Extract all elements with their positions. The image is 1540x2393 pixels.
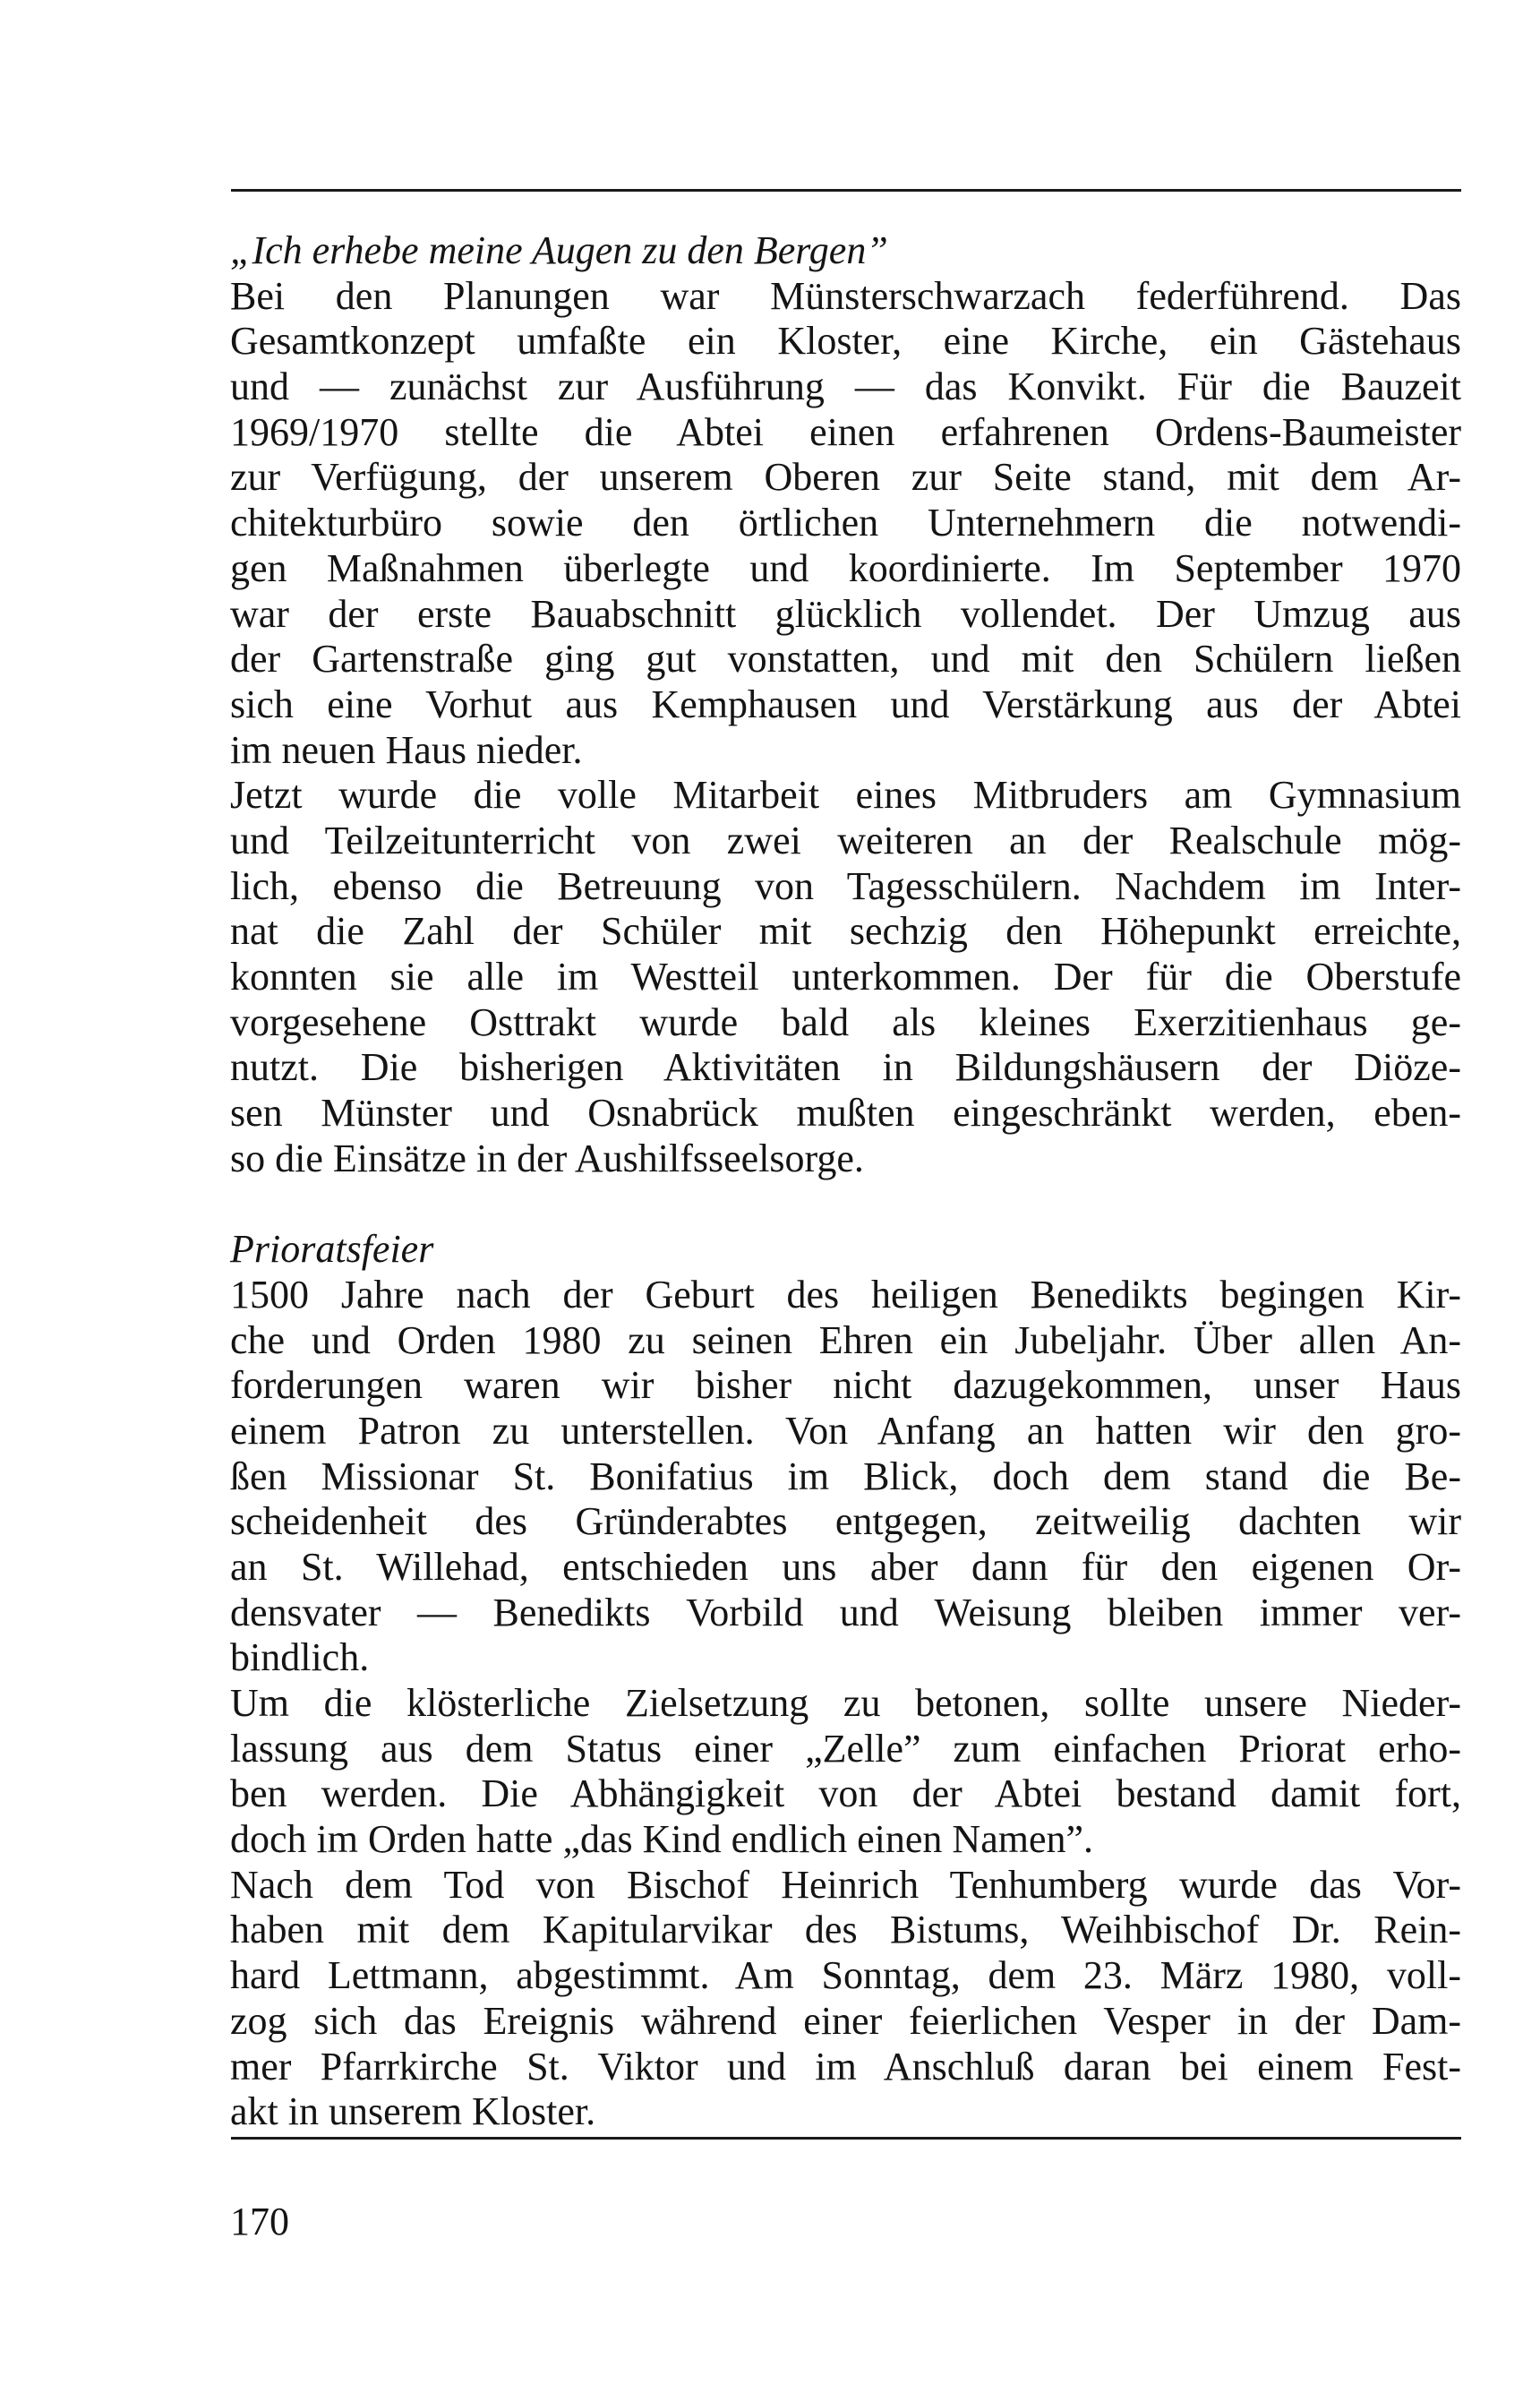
text-line: so die Einsätze in der Aushilfsseelsorge.	[230, 1136, 864, 1180]
text-line: lassung aus dem Status einer „Zelle” zum einfachen Priorat erho-	[230, 1726, 1461, 1771]
text-line: und — zunächst zur Ausführung — das Konvikt. Für die Bauzeit	[230, 365, 1461, 409]
text-line: an St. Willehad, entschieden uns aber dann für den eigenen Or-	[230, 1544, 1461, 1589]
bottom-rule	[231, 2137, 1461, 2140]
text-line: 1969/1970 stellte die Abtei einen erfahrenen Ordens-Baumeister	[230, 409, 1461, 454]
text-line: forderungen waren wir bisher nicht dazugekommen, unser Haus	[230, 1363, 1461, 1408]
text-line: 1500 Jahre nach der Geburt des heiligen Benedikts begingen Kir-	[230, 1272, 1461, 1317]
page-number: 170	[230, 2200, 289, 2243]
text-line: lich, ebenso die Betreuung von Tagesschülern. Nachdem im Inter-	[230, 863, 1461, 908]
section-spacer	[230, 1181, 1461, 1227]
text-line: der Gartenstraße ging gut vonstatten, und mit den Schülern ließen	[230, 637, 1461, 682]
text-line: Jetzt wurde die volle Mitarbeit eines Mitbruders am Gymnasium	[230, 773, 1461, 818]
text-line: zur Verfügung, der unserem Oberen zur Seite stand, mit dem Ar-	[230, 455, 1461, 500]
text-line: und Teilzeitunterricht von zwei weiteren an der Realschule mög-	[230, 818, 1461, 862]
text-line: akt in unserem Kloster.	[230, 2089, 596, 2134]
text-line: einem Patron zu unterstellen. Von Anfang an hatten wir den gro-	[230, 1408, 1461, 1453]
text-line: nutzt. Die bisherigen Aktivitäten in Bildungshäusern der Diöze-	[230, 1045, 1461, 1090]
section-heading: „Ich erhebe meine Augen zu den Bergen”	[230, 228, 888, 272]
text-line: Gesamtkonzept umfaßte ein Kloster, eine Kirche, ein Gästehaus	[230, 319, 1461, 364]
text-line: sich eine Vorhut aus Kemphausen und Verstärkung aus der Abtei	[230, 682, 1461, 726]
text-line: zog sich das Ereignis während einer feierlichen Vesper in der Dam-	[230, 1998, 1461, 2043]
text-line: ßen Missionar St. Bonifatius im Blick, doch dem stand die Be-	[230, 1454, 1461, 1498]
text-line: bindlich.	[230, 1635, 370, 1680]
text-line: nat die Zahl der Schüler mit sechzig den Höhepunkt erreichte,	[230, 909, 1461, 954]
text-line: hard Lettmann, abgestimmt. Am Sonntag, dem 23. März 1980, voll-	[230, 1953, 1461, 1998]
text-line: konnten sie alle im Westteil unterkommen. Der für die Oberstufe	[230, 955, 1461, 999]
text-line: scheidenheit des Gründerabtes entgegen, zeitweilig dachten wir	[230, 1499, 1461, 1544]
text-line: mer Pfarrkirche St. Viktor und im Anschluß daran bei einem Fest-	[230, 2044, 1461, 2089]
text-line: im neuen Haus nieder.	[230, 727, 583, 772]
text-line: war der erste Bauabschnitt glücklich vollendet. Der Umzug aus	[230, 591, 1461, 636]
text-line: gen Maßnahmen überlegte und koordinierte. Im September 1970	[230, 545, 1461, 590]
top-rule	[231, 189, 1461, 192]
text-line: sen Münster und Osnabrück mußten eingeschränkt werden, eben-	[230, 1091, 1461, 1136]
body-text	[230, 228, 1461, 2135]
text-line: vorgesehene Osttrakt wurde bald als kleines Exerzitienhaus ge-	[230, 999, 1461, 1044]
section-heading: Prioratsfeier	[230, 1227, 434, 1272]
text-line: Nach dem Tod von Bischof Heinrich Tenhumberg wurde das Vor-	[230, 1862, 1461, 1907]
text-line: ben werden. Die Abhängigkeit von der Abtei bestand damit fort,	[230, 1771, 1461, 1816]
text-line: chitekturbüro sowie den örtlichen Unternehmern die notwendi-	[230, 501, 1461, 545]
text-line: che und Orden 1980 zu seinen Ehren ein Jubeljahr. Über allen An-	[230, 1317, 1461, 1362]
text-line: Bei den Planungen war Münsterschwarzach federführend. Das	[230, 273, 1461, 318]
text-line: haben mit dem Kapitularvikar des Bistums, Weihbischof Dr. Rein-	[230, 1908, 1461, 1952]
text-line: Um die klösterliche Zielsetzung zu betonen, sollte unsere Nieder-	[230, 1681, 1461, 1725]
text-line: densvater — Benedikts Vorbild und Weisung bleiben immer ver-	[230, 1590, 1461, 1634]
text-line: doch im Orden hatte „das Kind endlich einen Namen”.	[230, 1817, 1094, 1862]
